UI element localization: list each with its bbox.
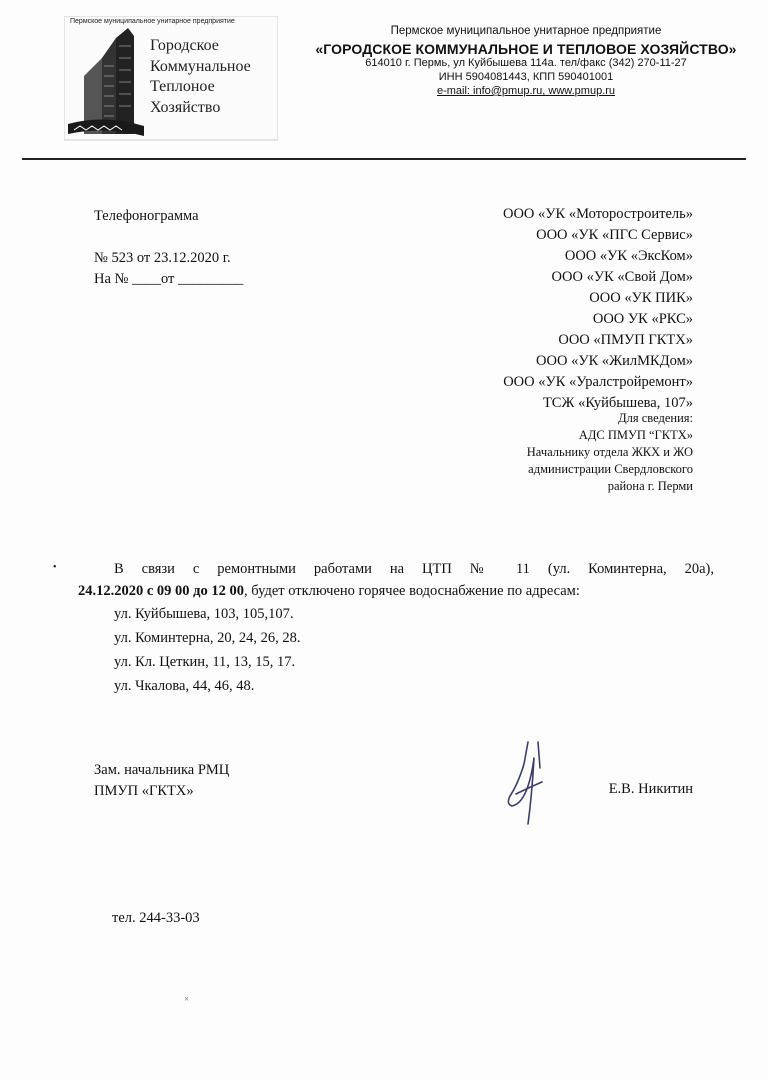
- org-address: 614010 г. Пермь, ул Куйбышева 114а. тел/факс (342) 270-11-27: [365, 57, 687, 69]
- recipient: ООО «УК «ПГС Сервис»: [536, 227, 693, 243]
- signatory-position: [94, 760, 229, 802]
- handwritten-signature: [498, 734, 558, 834]
- notice-line-2-rest: , будет отключено горячее водоснабжение по адресам:: [244, 583, 580, 599]
- signature-scribble-icon: [498, 734, 558, 834]
- logo-line: Коммунальное: [150, 57, 251, 75]
- logo-line: Теплоное: [150, 78, 215, 95]
- scan-mark: ×: [184, 994, 190, 1004]
- recipient: ТСЖ «Куйбышева, 107»: [542, 395, 693, 411]
- notice-line-2: [78, 580, 714, 602]
- logo-line: Хозяйство: [150, 98, 221, 116]
- recipient: ООО «УК «Моторостроитель»: [502, 206, 693, 222]
- position-line: Зам. начальника РМЦ: [94, 762, 230, 778]
- recipient: ООО «УК ПИК»: [589, 290, 693, 306]
- document-meta: [94, 206, 243, 290]
- address-item: ул. Коминтерна, 20, 24, 26, 28.: [114, 630, 301, 646]
- info-copy-list: [527, 410, 693, 495]
- notice-paragraph: [78, 558, 714, 602]
- document-number: № 523 от 23.12.2020 г.: [94, 250, 231, 266]
- info-line: АДС ПМУП “ГКТХ»: [578, 428, 693, 442]
- org-inn: ИНН 5904081443, КПП 590401001: [438, 71, 614, 83]
- address-item: ул. Чкалова, 44, 46, 48.: [114, 678, 255, 694]
- recipient: ООО «УК «Свой Дом»: [551, 269, 693, 285]
- info-line: Начальнику отдела ЖКХ и ЖО: [526, 445, 693, 459]
- info-line: администрации Свердловского: [528, 462, 693, 476]
- recipient-list: [503, 204, 693, 414]
- recipient: ООО «УК «ЭксКом»: [564, 248, 693, 264]
- address-item: ул. Куйбышева, 103, 105,107.: [114, 606, 294, 622]
- logo-company-name: [150, 36, 251, 118]
- org-email: e-mail: info@pmup.ru, www.pmup.ru: [436, 85, 616, 97]
- position-line: ПМУП «ГКТХ»: [94, 783, 194, 799]
- info-line: Для сведения:: [618, 411, 693, 425]
- address-list: [114, 602, 301, 698]
- signatory-name: Е.В. Никитин: [608, 781, 693, 797]
- document-reference: На № ____от _________: [94, 271, 244, 287]
- recipient: ООО «ПМУП ГКТХ»: [558, 332, 693, 348]
- org-name: «ГОРОДСКОЕ КОММУНАЛЬНОЕ И ТЕПЛОВОЕ ХОЗЯЙСТВО»: [315, 41, 737, 57]
- logo-line: Городское: [150, 37, 219, 54]
- address-item: ул. Кл. Цеткин, 11, 13, 15, 17.: [114, 654, 296, 670]
- document-type: Телефонограмма: [94, 208, 199, 224]
- letterhead-header: [310, 24, 742, 98]
- scan-dot: •: [53, 562, 57, 573]
- contact-phone: тел. 244-33-03: [112, 910, 200, 926]
- outage-date-time: 24.12.2020 с 09 00 до 12 00: [78, 583, 245, 599]
- org-type: Пермское муниципальное унитарное предприятие: [390, 25, 662, 37]
- recipient: ООО УК «РКС»: [592, 311, 693, 327]
- header-divider: [22, 158, 746, 160]
- info-line: района г. Перми: [607, 479, 693, 493]
- recipient: ООО «УК «Уралстройремонт»: [503, 374, 693, 390]
- notice-line-1: В связи с ремонтными работами на ЦТП № 11 (ул. Коминтерна, 20а),: [114, 561, 714, 577]
- recipient: ООО «УК «ЖилМКДом»: [536, 353, 693, 369]
- logo-small-caption: Пермское муниципальное унитарное предприятие: [70, 18, 235, 25]
